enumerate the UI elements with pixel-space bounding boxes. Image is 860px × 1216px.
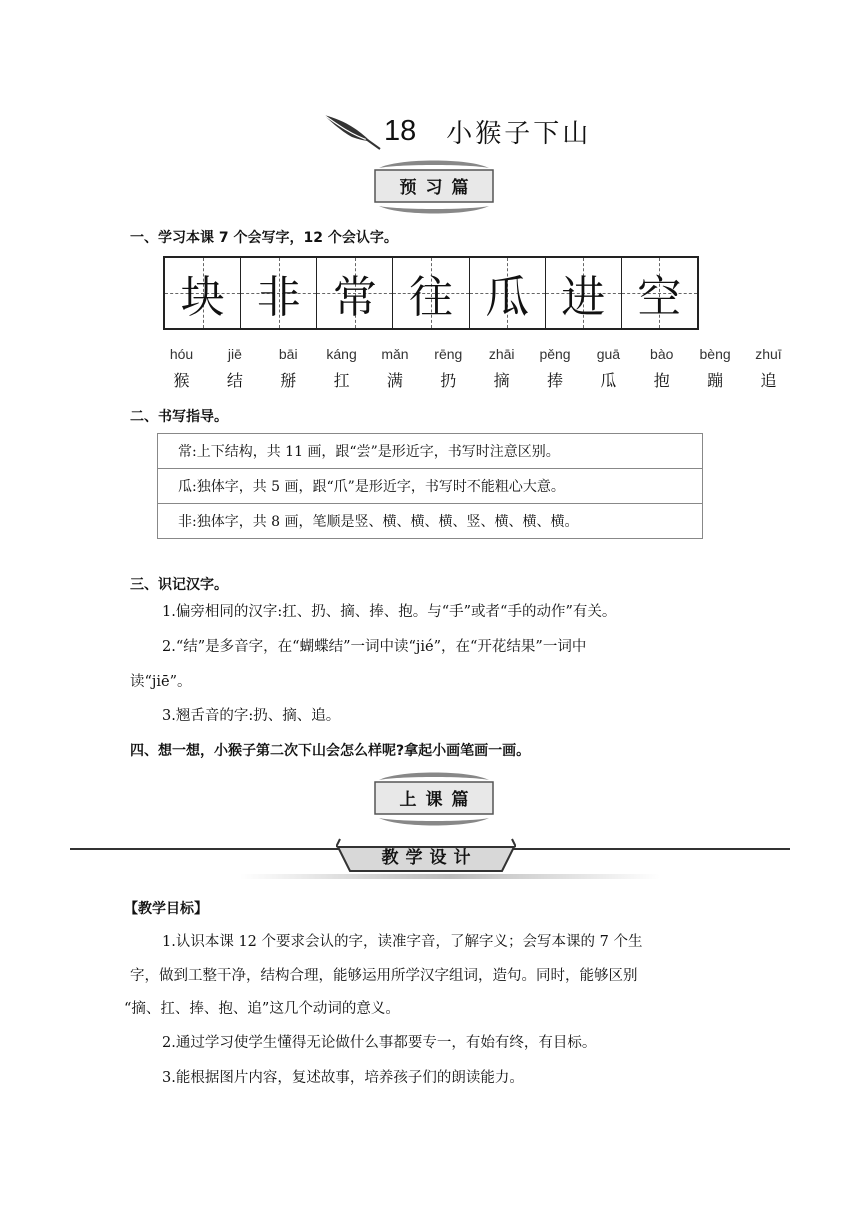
- read-char: 抱: [653, 371, 670, 390]
- writing-guide-table: [157, 433, 703, 539]
- write-char: 块: [180, 272, 225, 323]
- section2-heading: 二、书写指导。: [130, 409, 228, 425]
- grid-cell: [165, 258, 241, 328]
- pinyin: bào: [650, 346, 674, 362]
- read-char: 蹦: [707, 371, 724, 390]
- table-row: [158, 469, 703, 504]
- read-char: 扔: [440, 371, 457, 390]
- pinyin: mǎn: [381, 346, 409, 362]
- lesson-number: 18: [384, 114, 417, 147]
- read-char: 猴: [173, 371, 190, 390]
- grid-cell: [470, 258, 546, 328]
- write-char: 进: [561, 272, 606, 323]
- teaching-design-label: 教学设计: [381, 848, 478, 868]
- pinyin: zhāi: [488, 346, 515, 362]
- table-row: [158, 504, 703, 539]
- grid-cell: [393, 258, 469, 328]
- write-char: 瓜: [485, 272, 530, 323]
- section3-heading: 三、识记汉字。: [130, 577, 228, 593]
- table-cell: 常:上下结构，共 11 画，跟“尝”是形近字，书写时注意区别。: [158, 434, 703, 469]
- write-char: 常: [332, 272, 377, 323]
- section3-item2-line2: 读“jiē”。: [130, 674, 192, 690]
- read-char: 摘: [493, 371, 510, 390]
- pinyin: zhuī: [755, 346, 782, 362]
- section1-heading: 一、学习本课 7 个会写字，12 个会认字。: [130, 230, 398, 246]
- grid-cell: [241, 258, 317, 328]
- read-char: 捧: [547, 371, 564, 390]
- pinyin: pěng: [539, 346, 571, 362]
- table-row: [158, 434, 703, 469]
- pinyin: bèng: [699, 346, 731, 362]
- pinyin: káng: [326, 346, 357, 362]
- write-char: 空: [637, 272, 682, 323]
- class-banner: [369, 770, 499, 828]
- section4-heading: 四、想一想，小猴子第二次下山会怎么样呢?拿起小画笔画一画。: [130, 743, 531, 759]
- read-char: 瓜: [600, 371, 617, 390]
- divider-shadow: [240, 874, 660, 879]
- read-chars-row: [155, 368, 795, 391]
- section3-item1: 1.偏旁相同的汉字:扛、扔、摘、捧、抱。与“手”或者“手的动作”有关。: [162, 604, 617, 620]
- read-char: 掰: [280, 371, 297, 390]
- pinyin: bāi: [278, 346, 298, 362]
- write-char: 往: [408, 272, 453, 323]
- grid-cell: [622, 258, 697, 328]
- lesson-title-row: [320, 106, 591, 156]
- grid-cell: [546, 258, 622, 328]
- objectives-heading: 【教学目标】: [124, 901, 208, 917]
- section3-item2-line1: 2.“结”是多音字，在“蝴蝶结”一词中读“jié”，在“开花结果”一词中: [162, 639, 587, 655]
- teaching-design-tab: [336, 835, 516, 873]
- read-char: 满: [386, 371, 403, 390]
- objective-1-line2: 字，做到工整干净，结构合理，能够运用所学汉字组词，造句。同时，能够区别: [130, 968, 638, 984]
- writing-grid: [163, 256, 699, 330]
- write-char: 非: [256, 272, 301, 323]
- read-char: 追: [760, 371, 777, 390]
- objective-1-line1: 1.认识本课 12 个要求会认的字，读准字音，了解字义；会写本课的 7 个生: [162, 934, 643, 950]
- read-char: 结: [226, 371, 243, 390]
- objective-2: 2.通过学习使学生懂得无论做什么事都要专一，有始有终，有目标。: [162, 1035, 597, 1051]
- section3-item3: 3.翘舌音的字:扔、摘、追。: [162, 708, 341, 724]
- pinyin: rēng: [434, 346, 463, 362]
- pinyin: jiē: [227, 346, 242, 362]
- lesson-title: 小猴子下山: [446, 118, 592, 149]
- pinyin: hóu: [169, 346, 194, 362]
- preview-banner-label: 预习篇: [399, 178, 478, 198]
- class-banner-label: 上课篇: [399, 790, 478, 810]
- pinyin: guā: [596, 346, 621, 362]
- grid-cell: [317, 258, 393, 328]
- table-cell: 瓜:独体字，共 5 画，跟“爪”是形近字，书写时不能粗心大意。: [158, 469, 703, 504]
- read-char: 扛: [333, 371, 350, 390]
- objective-3: 3.能根据图片内容，复述故事，培养孩子们的朗读能力。: [162, 1070, 524, 1086]
- table-cell: 非:独体字，共 8 画，笔顺是竖、横、横、横、竖、横、横、横。: [158, 504, 703, 539]
- feather-icon: [320, 111, 382, 151]
- pinyin-row: [155, 346, 795, 362]
- objective-1-line3: “摘、扛、捧、抱、追”这几个动词的意义。: [124, 1001, 400, 1017]
- preview-banner: [369, 158, 499, 216]
